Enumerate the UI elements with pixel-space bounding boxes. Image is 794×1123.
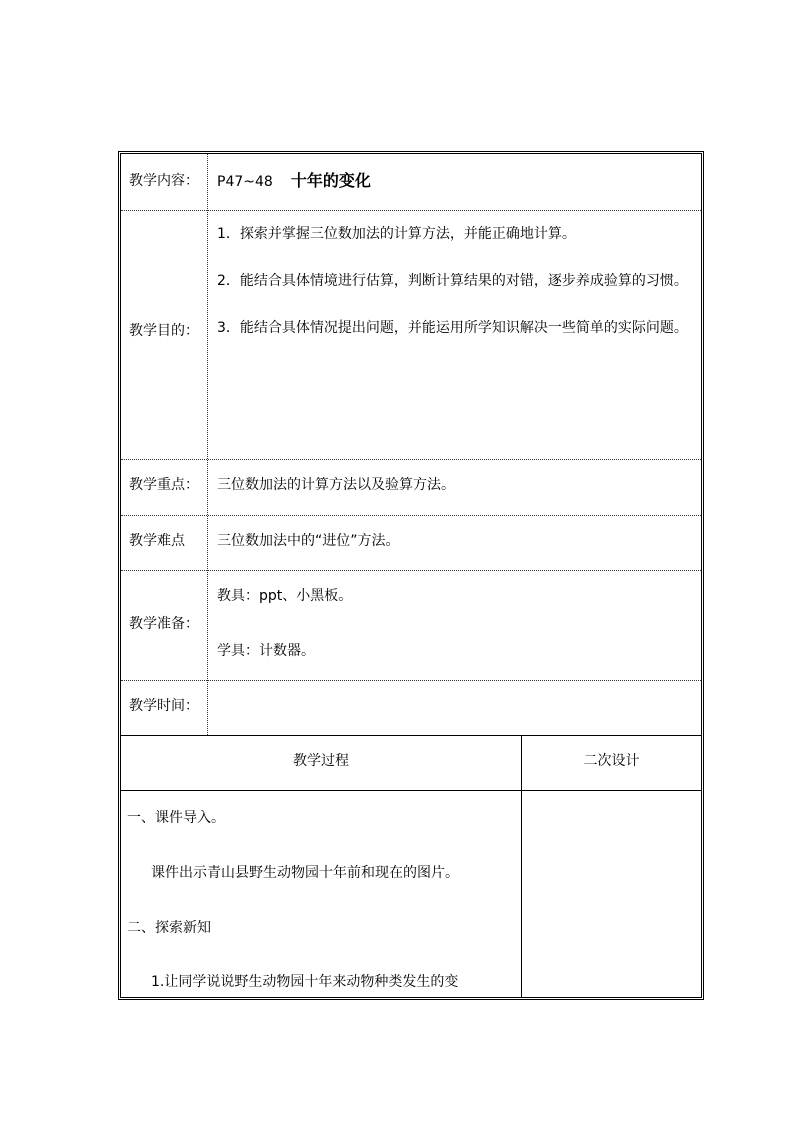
- preparation-teacher: 教具：ppt、小黑板。: [217, 588, 353, 604]
- process-column-divider: [521, 735, 522, 997]
- objectives-label: 教学目的：: [129, 323, 199, 339]
- row-divider: [121, 459, 701, 460]
- objective-item: 3．能结合具体情况提出问题，并能运用所学知识解决一些简单的实际问题。: [217, 320, 688, 336]
- lesson-plan-table: [118, 151, 704, 1000]
- time-label: 教学时间：: [129, 698, 199, 714]
- preparation-student: 学具：计数器。: [217, 643, 315, 659]
- row-divider: [121, 515, 701, 516]
- page-range: P47~48: [217, 174, 273, 190]
- content-value: [217, 168, 699, 191]
- row-divider: [121, 680, 701, 681]
- objectives-list: [217, 211, 699, 352]
- content-label: 教学内容：: [129, 173, 199, 189]
- objective-item: 1．探索并掌握三位数加法的计算方法，并能正确地计算。: [217, 226, 576, 242]
- row-divider: [121, 790, 701, 791]
- process-line: 课件出示青山县野生动物园十年前和现在的图片。: [151, 865, 459, 881]
- key-points-label: 教学重点：: [129, 477, 199, 493]
- preparation-label: 教学准备：: [129, 616, 199, 632]
- process-line: 1.让同学说说野生动物园十年来动物种类发生的变: [151, 974, 459, 990]
- key-points-text: 三位数加法的计算方法以及验算方法。: [217, 477, 455, 493]
- difficulties-label: 教学难点: [129, 533, 185, 549]
- label-column-divider: [207, 154, 208, 735]
- difficulties-text: 三位数加法中的“进位”方法。: [217, 533, 400, 549]
- process-header: 教学过程: [293, 753, 349, 769]
- objective-item: 2．能结合具体情境进行估算，判断计算结果的对错，逐步养成验算的习惯。: [217, 273, 688, 289]
- process-line: 一、课件导入。: [127, 810, 225, 826]
- row-divider: [121, 735, 701, 736]
- process-line: 二、探索新知: [127, 920, 211, 936]
- row-divider: [121, 570, 701, 571]
- second-design-header: 二次设计: [583, 753, 640, 769]
- lesson-title: 十年的变化: [290, 171, 371, 190]
